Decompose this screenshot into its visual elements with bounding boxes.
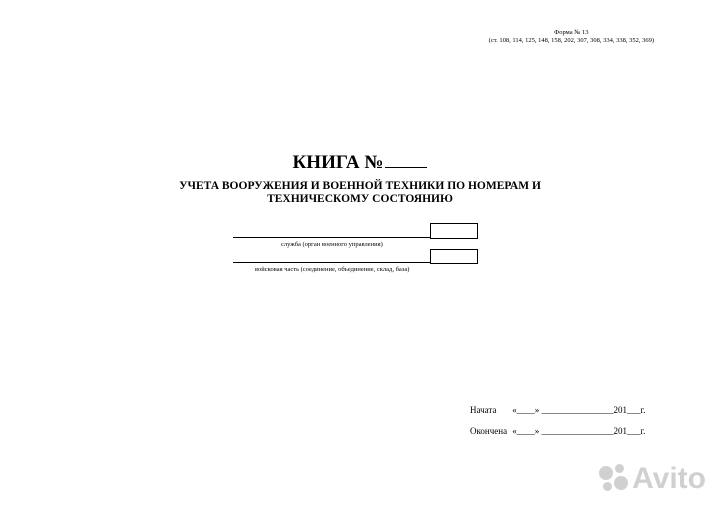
end-date-row <box>470 426 645 436</box>
end-date-value: «____» ________________201___г. <box>512 426 646 436</box>
book-subtitle: УЧЕТА ВООРУЖЕНИЯ И ВОЕННОЙ ТЕХНИКИ ПО НОМЕРАМ И ТЕХНИЧЕСКОМУ СОСТОЯНИЮ <box>179 180 541 205</box>
unit-line <box>233 262 430 263</box>
unit-code-box <box>430 249 478 264</box>
start-date-row <box>470 405 645 415</box>
book-title <box>0 151 720 174</box>
service-line <box>233 237 430 238</box>
avito-watermark-text: Avito <box>632 462 706 495</box>
start-date-label: Начата <box>470 405 497 415</box>
book-title-text: КНИГА № <box>292 152 384 173</box>
start-date-value: «____» ________________201___г. <box>512 405 646 415</box>
unit-caption: войсковая часть (соединение, объединение, склад, база) <box>255 266 410 273</box>
form-number: Форма № 13 <box>554 29 589 36</box>
avito-watermark <box>599 462 706 496</box>
book-number-blank <box>385 151 427 168</box>
end-date-label: Окончена <box>470 426 508 436</box>
service-caption: служба (орган военного управления) <box>281 241 383 248</box>
form-articles: (ст. 108, 114, 125, 148, 158, 202, 307, 308, 334, 338, 352, 369) <box>488 37 654 44</box>
form-reference <box>489 29 654 45</box>
avito-logo-icon <box>599 464 629 494</box>
service-code-box <box>430 223 478 239</box>
